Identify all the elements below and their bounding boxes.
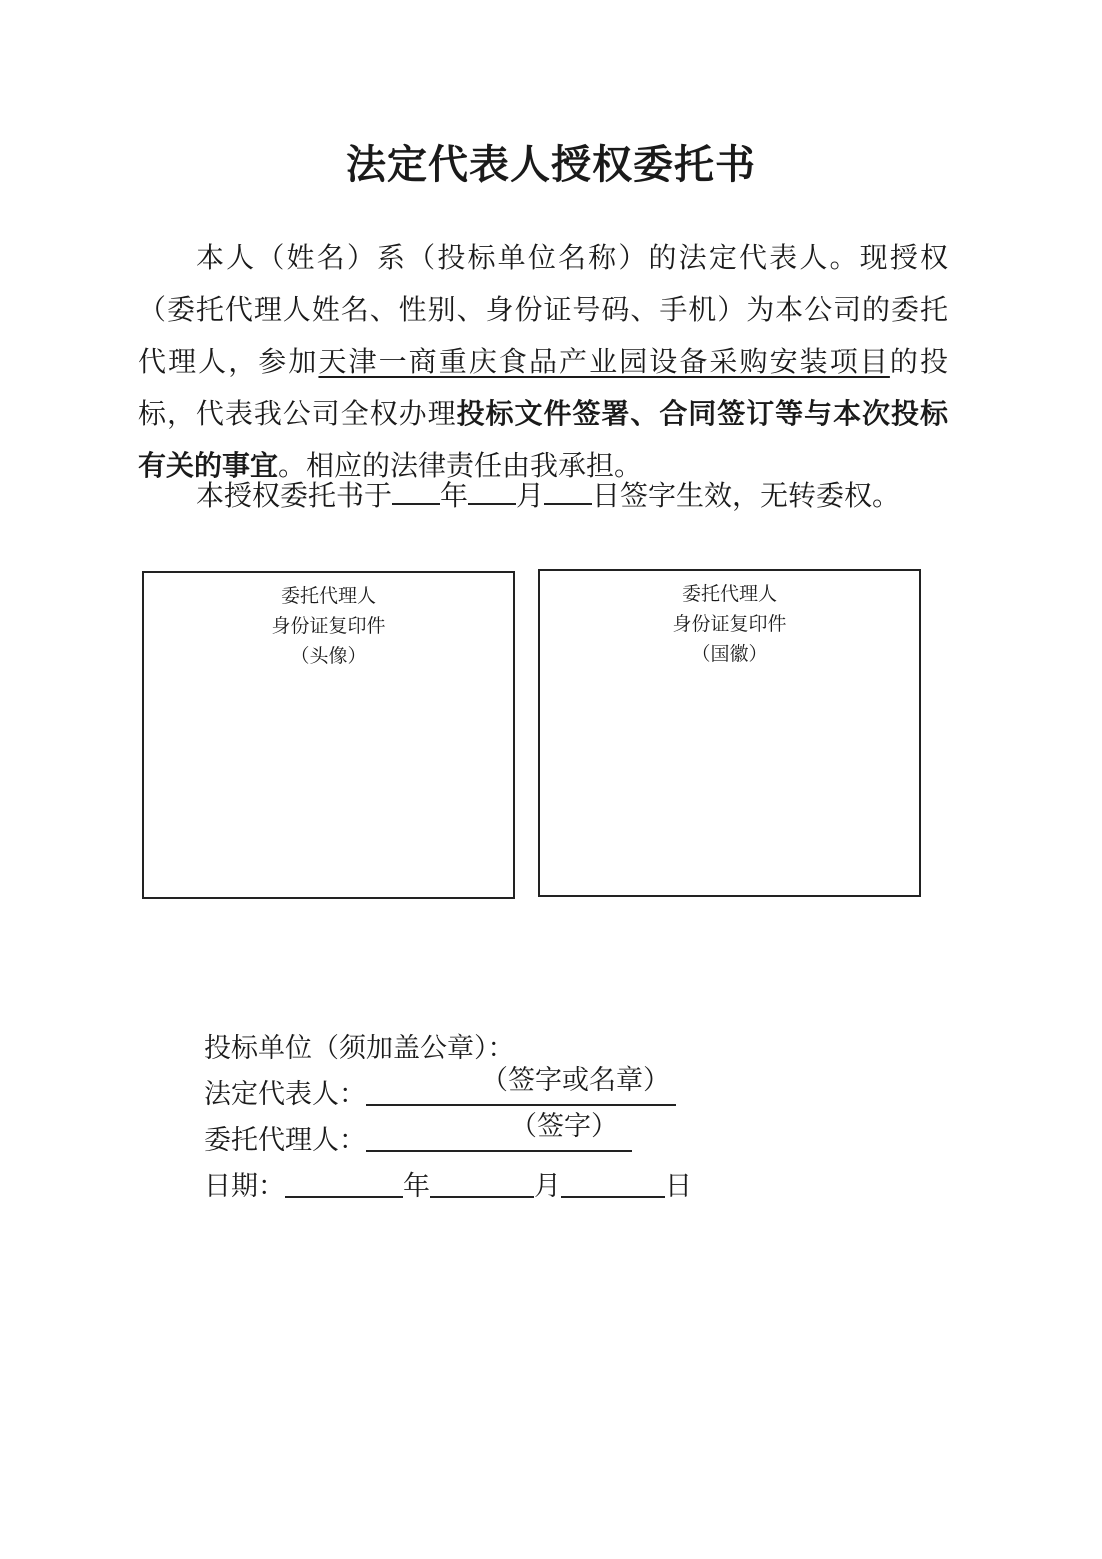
authorized-matters: 投标文件签署、合同签订等与本次投标有关的事宜 bbox=[138, 397, 948, 482]
box-label: 身份证复印件 bbox=[672, 613, 787, 635]
date-month-field[interactable] bbox=[430, 1164, 534, 1198]
legal-rep-label: 法定代表人： bbox=[204, 1079, 366, 1110]
date-line bbox=[204, 1164, 692, 1210]
bidder-label: 投标单位（须加盖公章）： bbox=[204, 1033, 515, 1064]
project-name: 天津一商重庆食品产业园设备采购安装项目 bbox=[318, 345, 890, 378]
paragraph-text: 。相应的法律责任由我承担。 bbox=[278, 449, 643, 482]
effective-date-paragraph bbox=[138, 470, 948, 522]
date-year-field[interactable] bbox=[285, 1164, 403, 1198]
day-blank[interactable] bbox=[544, 473, 592, 505]
date-day-label: 日 bbox=[665, 1171, 692, 1202]
box-label: 身份证复印件 bbox=[271, 615, 386, 637]
agent-signature-field[interactable] bbox=[366, 1111, 632, 1152]
box-label: 委托代理人 bbox=[681, 583, 777, 605]
agent-label: 委托代理人： bbox=[204, 1125, 366, 1156]
box-label: （头像） bbox=[290, 645, 367, 667]
authorization-paragraph bbox=[138, 232, 948, 492]
box-label: 委托代理人 bbox=[280, 585, 376, 607]
legal-rep-hint: （签字或名章） bbox=[481, 1065, 670, 1096]
legal-rep-signature-field[interactable] bbox=[366, 1065, 676, 1106]
paragraph-text: 的投标，代表我公司全权办理 bbox=[138, 345, 948, 430]
id-copy-back-box bbox=[538, 569, 921, 897]
date-year-label: 年 bbox=[403, 1171, 430, 1202]
date-month-label: 月 bbox=[534, 1171, 561, 1202]
paragraph-text: 日签字生效，无转委权。 bbox=[592, 479, 901, 512]
month-blank[interactable] bbox=[468, 473, 516, 505]
paragraph-text: 本授权委托书于 bbox=[196, 479, 393, 512]
box-label: （国徽） bbox=[691, 643, 768, 665]
agent-hint: （签字） bbox=[510, 1111, 618, 1142]
paragraph-text: 本人（姓名）系（投标单位名称）的法定代表人。现授权（委托代理人姓名、性别、身份证号码、手机）为本公司的委托代理人，参加 bbox=[138, 241, 948, 378]
month-label: 月 bbox=[516, 479, 545, 512]
date-label: 日期： bbox=[204, 1171, 285, 1202]
agent-line bbox=[204, 1111, 632, 1164]
year-blank[interactable] bbox=[392, 473, 440, 505]
document-title: 法定代表人授权委托书 bbox=[346, 142, 756, 188]
id-copy-front-box bbox=[142, 571, 515, 899]
date-day-field[interactable] bbox=[561, 1164, 665, 1198]
year-label: 年 bbox=[440, 479, 469, 512]
bidder-seal-line bbox=[204, 1026, 515, 1072]
